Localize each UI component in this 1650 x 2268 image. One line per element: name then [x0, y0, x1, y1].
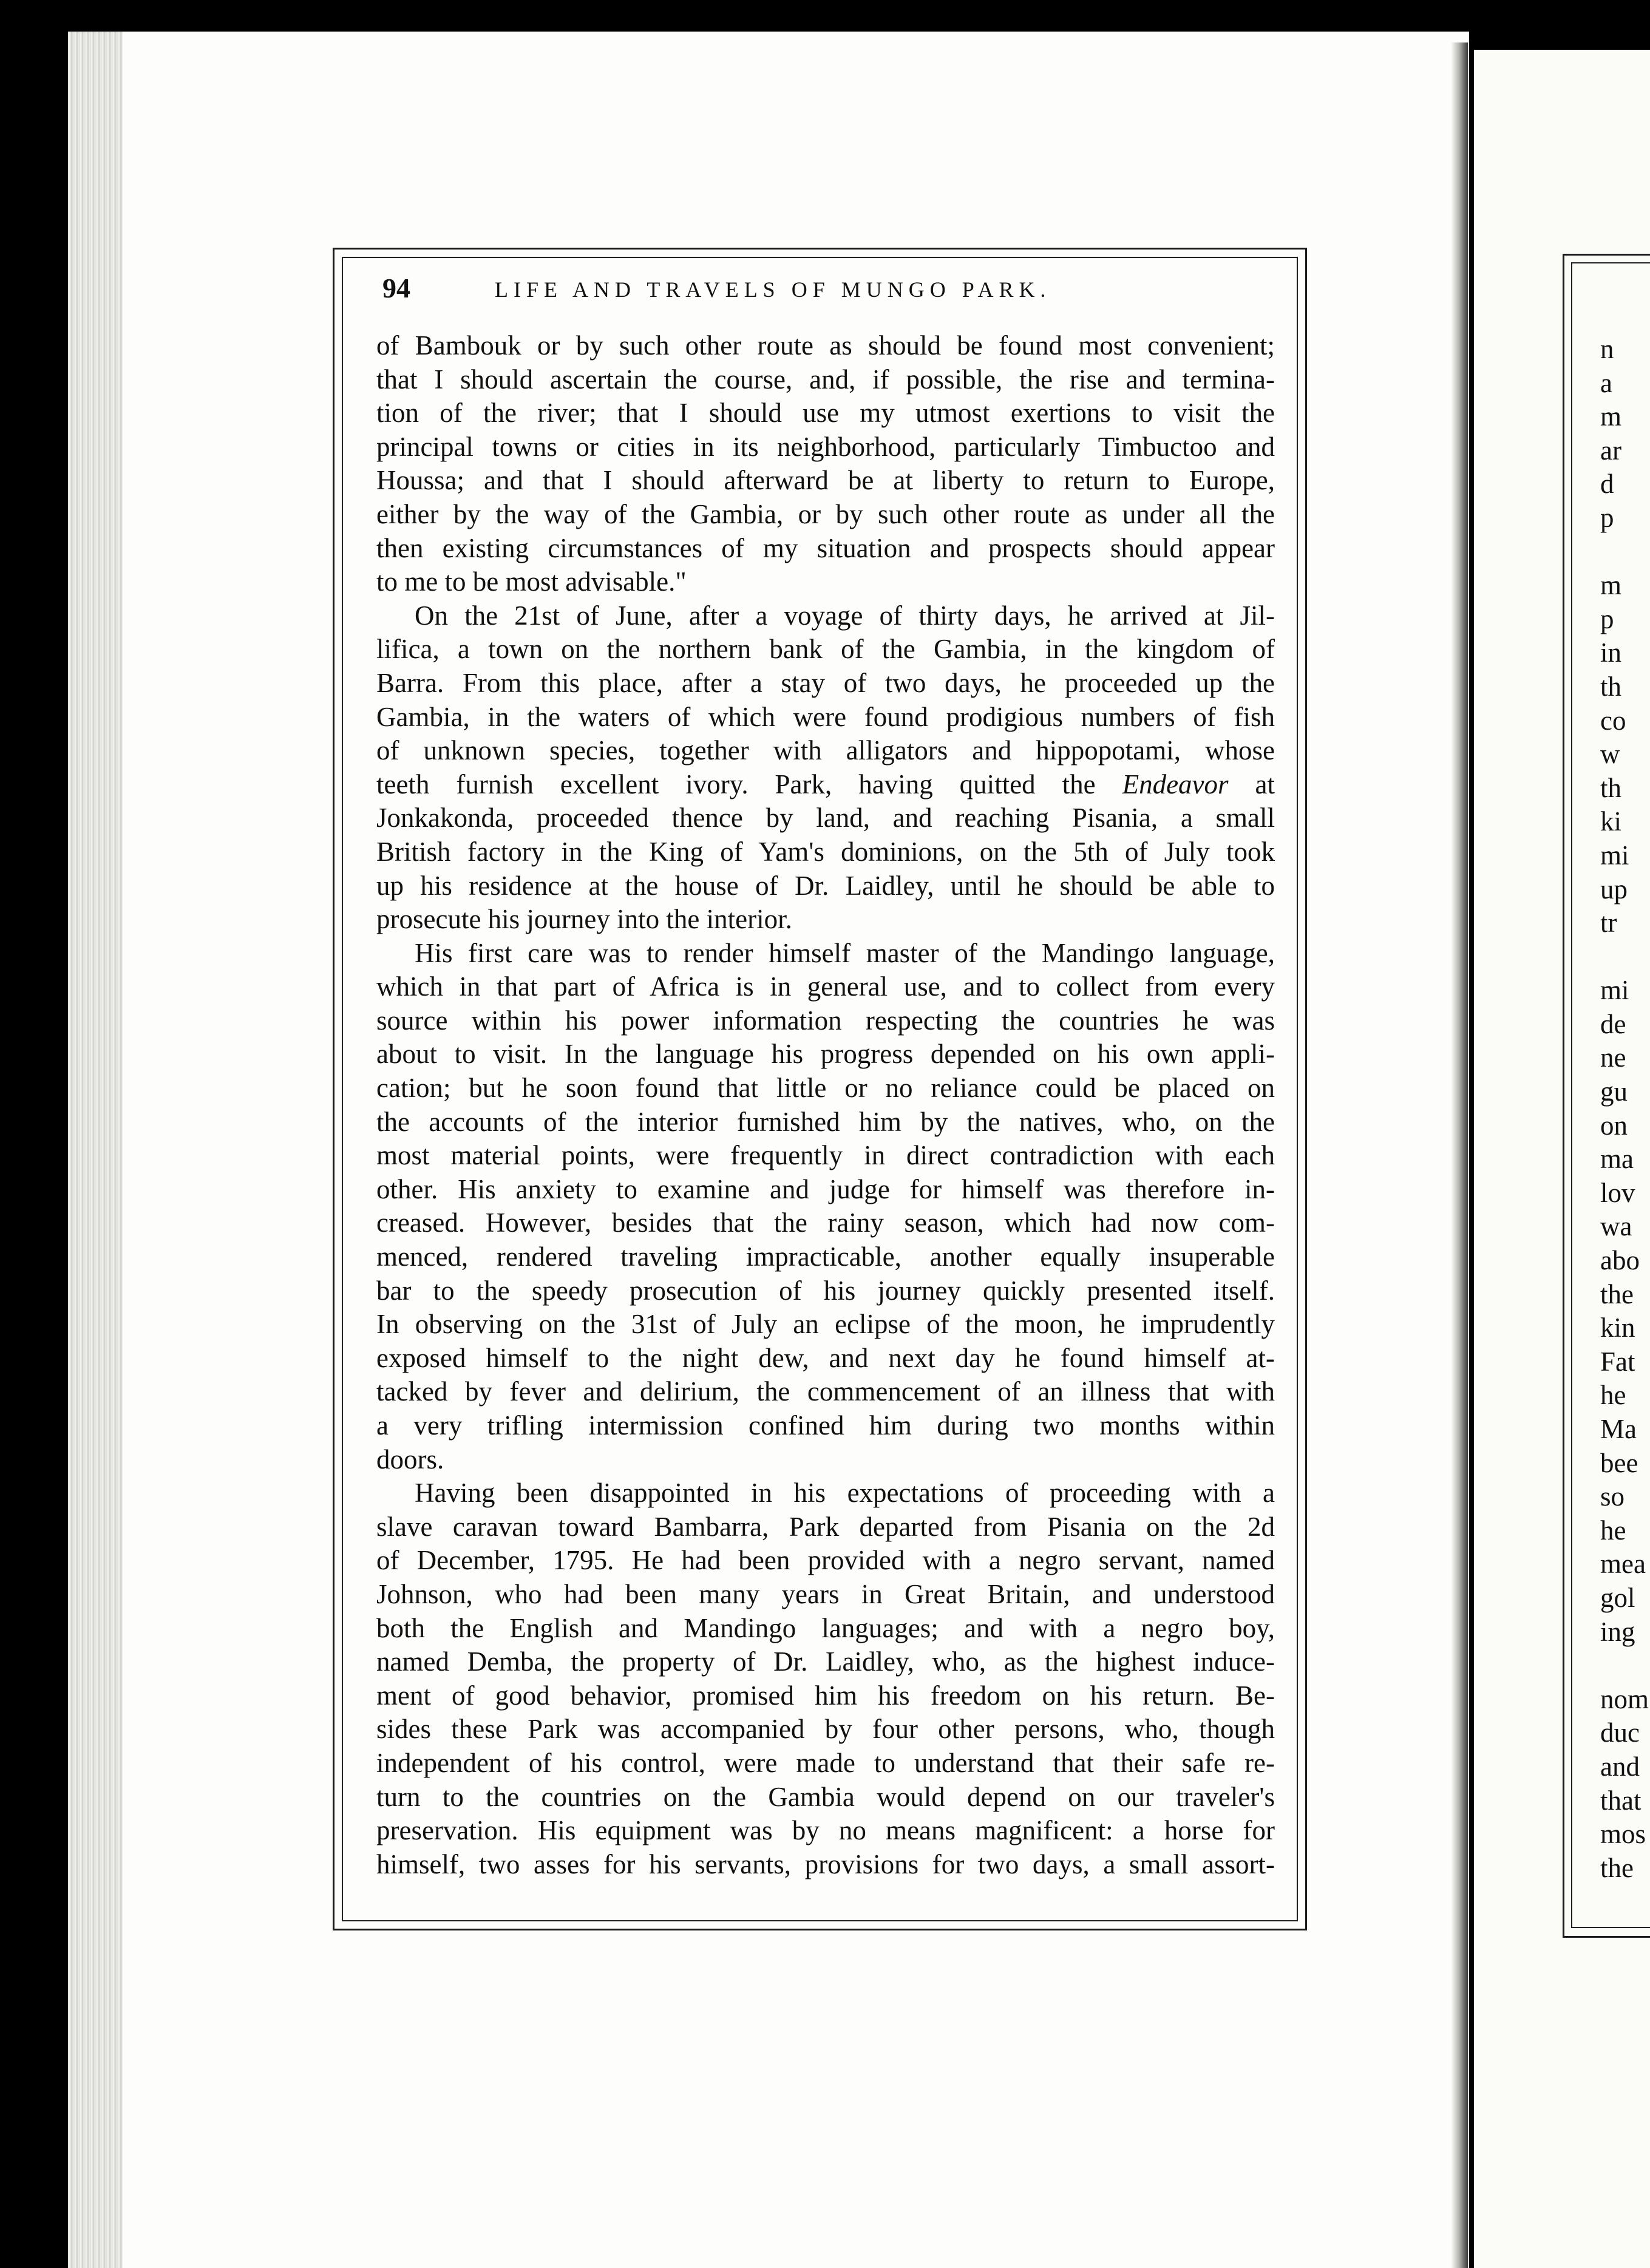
right-page-fragment: in [1600, 637, 1622, 668]
text-line: sides these Park was accompanied by four other persons, who, though [376, 1714, 1275, 1745]
right-page-fragment: lov [1600, 1177, 1635, 1208]
text-line: which in that part of Africa is in general use, and to collect from every [376, 971, 1275, 1002]
text-line: most material points, were frequently in direct contradiction with each [376, 1140, 1275, 1171]
text-line: the accounts of the interior furnished him by the natives, who, on the [376, 1106, 1275, 1137]
right-page-fragment: Fat [1600, 1346, 1635, 1377]
right-page-fragment: ing [1600, 1616, 1635, 1647]
text-line: menced, rendered traveling impracticable, another equally insuperable [376, 1241, 1275, 1272]
right-page-fragment: ki [1600, 806, 1622, 837]
text-line: creased. However, besides that the rainy season, which had now com- [376, 1207, 1275, 1238]
text-line: cation; but he soon found that little or no reliance could be placed on [376, 1073, 1275, 1104]
text-line: then existing circumstances of my situation and prospects should appear [376, 532, 1275, 563]
text-line: both the English and Mandingo languages; and with a negro boy, [376, 1612, 1275, 1643]
page-edges [68, 32, 123, 2268]
right-page-fragment: that [1600, 1785, 1642, 1816]
right-page-fragment: abo [1600, 1245, 1640, 1276]
right-page-fragment: he [1600, 1380, 1626, 1411]
right-page-fragment: on [1600, 1110, 1628, 1141]
right-page-fragment: a [1600, 367, 1612, 398]
right-page-fragment: th [1600, 772, 1622, 803]
text-line: to me to be most advisable." [376, 566, 687, 597]
right-page-fragment: mi [1600, 975, 1629, 1006]
right-page-fragment: p [1600, 603, 1614, 634]
text-line: Having been disappointed in his expectations of proceeding with a [415, 1478, 1275, 1509]
right-page-fragment: mos [1600, 1819, 1646, 1850]
right-page-fragment: co [1600, 705, 1626, 736]
text-line: bar to the speedy prosecution of his journey quickly presented itself. [376, 1275, 1275, 1306]
right-page-text-fragments [1600, 333, 1649, 1885]
fragment-gap [1600, 535, 1649, 569]
text-line: Johnson, who had been many years in Great Britain, and understood [376, 1578, 1275, 1609]
right-page-fragment: bee [1600, 1447, 1638, 1478]
text-line: exposed himself to the night dew, and next day he found himself at- [376, 1342, 1275, 1373]
text-line: that I should ascertain the course, and, if possible, the rise and termina- [376, 364, 1275, 395]
text-line: of December, 1795. He had been provided with a negro servant, named [376, 1545, 1275, 1576]
text-line: up his residence at the house of Dr. Laidley, until he should be able to [376, 870, 1275, 901]
text-line: a very trifling intermission confined him during two months within [376, 1410, 1275, 1441]
right-page-fragment: Ma [1600, 1414, 1637, 1444]
right-page-fragment: ne [1600, 1042, 1626, 1073]
text-line: Jonkakonda, proceeded thence by land, and reaching Pisania, a small [376, 803, 1275, 834]
right-page-fragment: gol [1600, 1582, 1635, 1613]
text-line: independent of his control, were made to understand that their safe re- [376, 1747, 1275, 1778]
right-page-fragment: gu [1600, 1076, 1628, 1107]
right-page-fragment: duc [1600, 1717, 1640, 1748]
right-page-fragment: de [1600, 1008, 1626, 1039]
text-line: preservation. His equipment was by no means magnificent: a horse for [376, 1815, 1275, 1846]
right-page-fragment: w [1600, 739, 1620, 770]
right-page-fragment: kin [1600, 1312, 1635, 1343]
right-page-fragment: m [1600, 401, 1622, 432]
right-page-fragment: the [1600, 1852, 1634, 1883]
right-page-fragment: and [1600, 1751, 1640, 1782]
text-line: of Bambouk or by such other route as should be found most convenient; [376, 330, 1275, 361]
right-page-fragment: up [1600, 874, 1628, 905]
right-page-fragment: nom [1600, 1683, 1649, 1714]
page-header [382, 272, 1272, 308]
text-line: named Demba, the property of Dr. Laidley, who, as the highest induce- [376, 1646, 1275, 1677]
text-line: of unknown species, together with alligators and hippopotami, whose [376, 735, 1275, 766]
right-page-fragment: ar [1600, 435, 1621, 466]
right-page-fragment: mi [1600, 840, 1629, 871]
right-page-fragment: the [1600, 1278, 1634, 1309]
text-line: doors. [376, 1444, 444, 1475]
right-page-fragment: p [1600, 502, 1614, 533]
right-page-fragment: wa [1600, 1211, 1632, 1242]
text-line: lifica, a town on the northern bank of the Gambia, in the kingdom of [376, 634, 1275, 665]
running-head: LIFE AND TRAVELS OF MUNGO PARK. [495, 277, 1051, 302]
text-line: ment of good behavior, promised him his freedom on his return. Be- [376, 1680, 1275, 1711]
text-line: tion of the river; that I should use my utmost exertions to visit the [376, 398, 1275, 429]
text-line: about to visit. In the language his progress depended on his own appli- [376, 1039, 1275, 1070]
body-text [376, 329, 1275, 1881]
text-line: On the 21st of June, after a voyage of thirty days, he arrived at Jil- [415, 600, 1275, 631]
text-line: In observing on the 31st of July an eclipse of the moon, he imprudently [376, 1309, 1275, 1340]
right-page-fragment: he [1600, 1515, 1626, 1546]
text-line: His first care was to render himself master of the Mandingo language, [415, 937, 1275, 968]
right-page-fragment: so [1600, 1481, 1625, 1512]
text-line: Barra. From this place, after a stay of two days, he proceeded up the [376, 667, 1275, 698]
right-page-fragment: tr [1600, 908, 1617, 939]
right-page-fragment: th [1600, 671, 1622, 702]
text-line: Gambia, in the waters of which were found prodigious numbers of fish [376, 701, 1275, 732]
text-line: other. His anxiety to examine and judge for himself was therefore in- [376, 1173, 1275, 1204]
right-page-fragment: mea [1600, 1549, 1646, 1580]
right-page-fragment: n [1600, 334, 1614, 364]
text-line: teeth furnish excellent ivory. Park, having quitted the Endeavor at [376, 769, 1275, 800]
text-line: turn to the countries on the Gambia would depend on our traveler's [376, 1781, 1275, 1812]
right-page-fragment: d [1600, 469, 1614, 500]
text-line: principal towns or cities in its neighborhood, particularly Timbuctoo and [376, 431, 1275, 462]
book-gutter [1451, 42, 1468, 2268]
text-line: Houssa; and that I should afterward be at liberty to return to Europe, [376, 465, 1275, 496]
right-page-fragment: ma [1600, 1144, 1634, 1175]
text-line: source within his power information respecting the countries he was [376, 1005, 1275, 1036]
fragment-gap [1600, 940, 1649, 974]
fragment-gap [1600, 1649, 1649, 1683]
text-line: either by the way of the Gambia, or by such other route as under all the [376, 498, 1275, 529]
text-line: British factory in the King of Yam's dominions, on the 5th of July took [376, 836, 1275, 867]
text-line: slave caravan toward Bambarra, Park departed from Pisania on the 2d [376, 1511, 1275, 1542]
text-line: himself, two asses for his servants, provisions for two days, a small assort- [376, 1849, 1275, 1879]
text-line: prosecute his journey into the interior. [376, 904, 792, 935]
page-number: 94 [382, 273, 410, 304]
right-page-fragment: m [1600, 570, 1622, 601]
text-line: tacked by fever and delirium, the commencement of an illness that with [376, 1376, 1275, 1407]
